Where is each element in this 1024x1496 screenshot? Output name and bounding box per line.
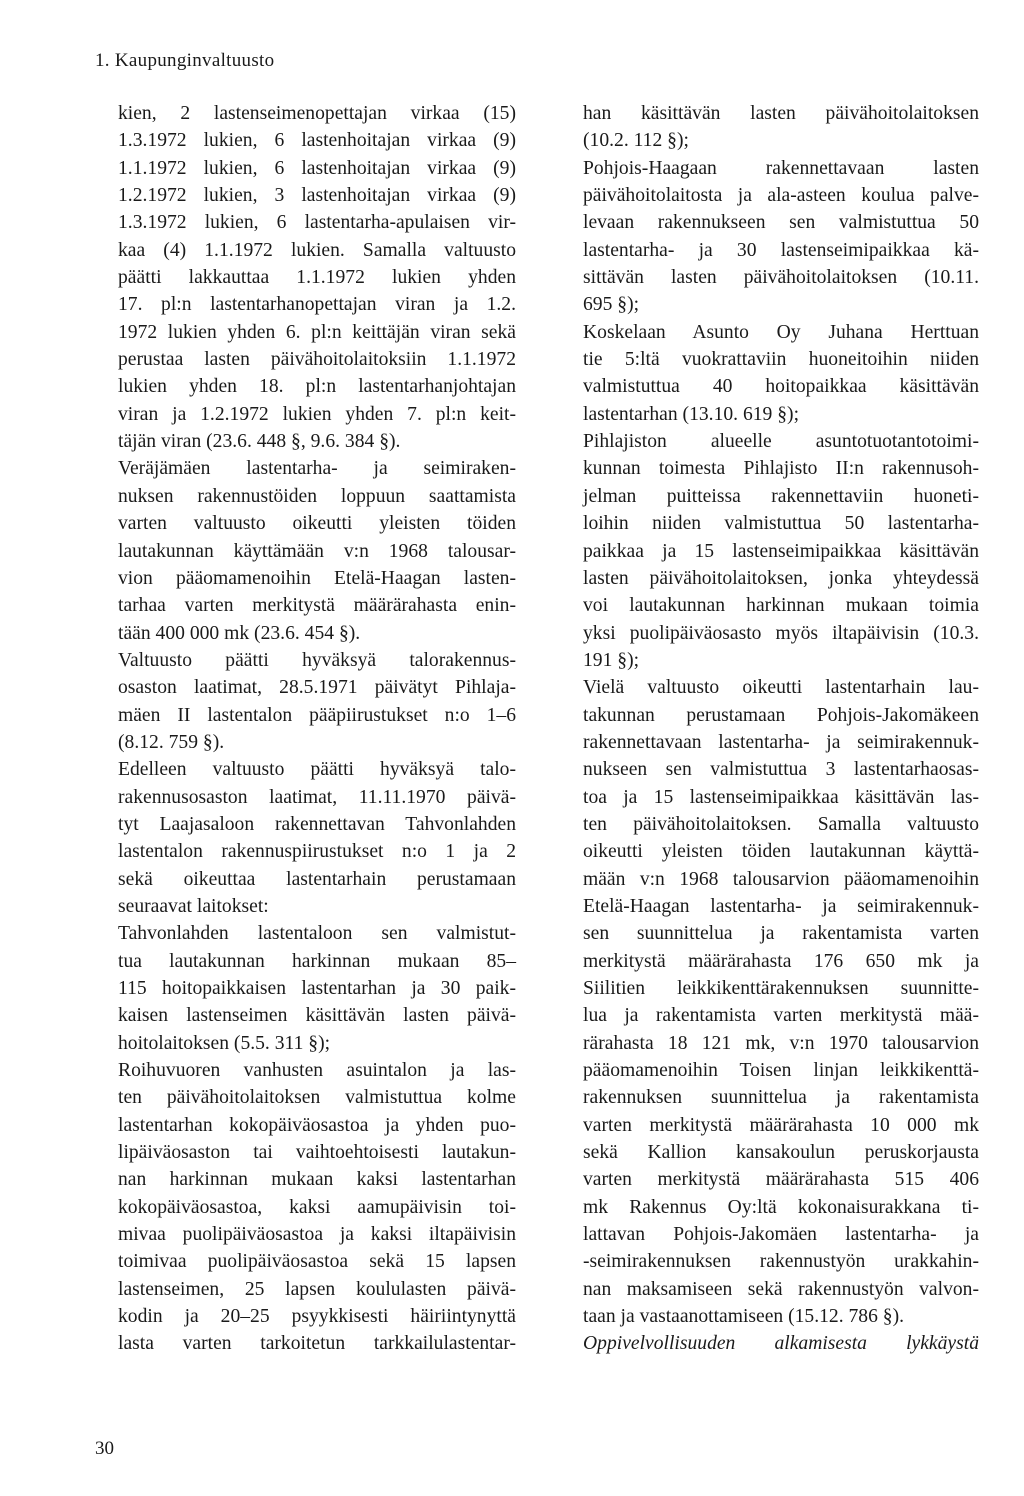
text-line: (8.12. 759 §). bbox=[118, 731, 225, 753]
text-line: päivähoitolaitosta ja ala-asteen koulua palve- bbox=[583, 185, 979, 207]
text-line: pääomamenoihin Toisen linjan leikkikenttä- bbox=[583, 1060, 979, 1082]
text-line: täjän viran (23.6. 448 §, 9.6. 384 §). bbox=[118, 431, 401, 453]
text-line: hoitolaitoksen (5.5. 311 §); bbox=[118, 1032, 331, 1054]
text-line: mk Rakennus Oy:ltä kokonaisurakkana ti- bbox=[583, 1196, 979, 1218]
text-line: merkitystä määrärahasta 176 650 mk ja bbox=[583, 950, 979, 972]
text-line: yksi puolipäiväosasto myös iltapäivisin (10.3. bbox=[583, 622, 979, 644]
text-line: lastenseimen, 25 lapsen koululasten päivä- bbox=[118, 1278, 516, 1300]
text-line: lipäiväosaston tai vaihtoehtoisesti lautakun- bbox=[118, 1142, 516, 1164]
text-line: 1.3.1972 lukien, 6 lastenhoitajan virkaa (9) bbox=[118, 130, 516, 152]
text-line: Valtuusto päätti hyväksyä talorakennus- bbox=[118, 649, 516, 671]
text-line: osaston laatimat, 28.5.1971 päivätyt Pihlaja- bbox=[118, 677, 516, 699]
text-line: -seimirakennuksen rakennustyön urakkahin- bbox=[583, 1251, 979, 1273]
text-line: kunnan toimesta Pihlajisto II:n rakennusoh- bbox=[583, 458, 979, 480]
right-paragraph bbox=[583, 100, 979, 155]
text-line: kaisen lastenseimen käsittävän lasten päivä- bbox=[118, 1005, 516, 1027]
text-line: rakennuksen suunnittelua ja rakentamista bbox=[583, 1087, 979, 1109]
text-line: 1.3.1972 lukien, 6 lastentarha-apulaisen vir- bbox=[118, 212, 516, 234]
text-line: 17. pl:n lastentarhanopettajan viran ja 1.2. bbox=[118, 294, 516, 316]
left-paragraph bbox=[118, 920, 516, 1057]
running-head: 1. Kaupunginvaltuusto bbox=[95, 50, 275, 71]
text-line: lastentarhan (13.10. 619 §); bbox=[583, 403, 800, 425]
left-paragraph bbox=[118, 100, 516, 455]
text-line: mivaa puolipäiväosastoa ja kaksi iltapäivisin bbox=[118, 1224, 516, 1246]
text-line: Koskelaan Asunto Oy Juhana Herttuan bbox=[583, 321, 979, 343]
text-line: 1.1.1972 lukien, 6 lastenhoitajan virkaa (9) bbox=[118, 157, 516, 179]
text-line: Etelä-Haagan lastentarha- ja seimirakennuk- bbox=[583, 895, 979, 917]
right-paragraph bbox=[583, 319, 979, 428]
text-line: Roihuvuoren vanhusten asuintalon ja las- bbox=[118, 1060, 516, 1082]
left-column bbox=[118, 100, 516, 1358]
text-line: 115 hoitopaikkaisen lastentarhan ja 30 paik- bbox=[118, 978, 516, 999]
right-column bbox=[583, 100, 979, 1358]
text-line: lasten päivähoitolaitoksen, jonka yhteydessä bbox=[583, 567, 979, 589]
text-line: voi lautakunnan harkinnan mukaan toimia bbox=[583, 595, 979, 617]
text-line: oikeutti yleisten töiden lautakunnan käyttä- bbox=[583, 841, 979, 863]
text-line: Pihlajiston alueelle asuntotuotantotoimi- bbox=[583, 431, 979, 453]
text-line: tään 400 000 mk (23.6. 454 §). bbox=[118, 622, 361, 644]
text-line: sekä oikeuttaa lastentarhain perustamaan bbox=[118, 868, 516, 890]
text-line: kokopäiväosastoa, kaksi aamupäivisin toi- bbox=[118, 1196, 516, 1218]
right-paragraph bbox=[583, 674, 979, 1330]
text-line: levaan rakennukseen sen valmistuttua 50 bbox=[583, 212, 979, 234]
text-line: rärahasta 18 121 mk, v:n 1970 talousarvion bbox=[583, 1032, 979, 1054]
text-line: rakennusosaston laatimat, 11.11.1970 päivä- bbox=[118, 786, 516, 808]
text-line: tie 5:ltä vuokrattaviin huoneitoihin niiden bbox=[583, 349, 979, 371]
text-line: mään v:n 1968 talousarvion pääomamenoihin bbox=[583, 868, 979, 890]
left-paragraph bbox=[118, 455, 516, 646]
text-line: takunnan perustamaan Pohjois-Jakomäkeen bbox=[583, 704, 979, 726]
text-line: vion pääomamenoihin Etelä-Haagan lasten- bbox=[118, 567, 516, 589]
text-line: 695 §); bbox=[583, 294, 640, 316]
right-paragraph bbox=[583, 428, 979, 674]
text-line: kien, 2 lastenseimenopettajan virkaa (15) bbox=[118, 103, 516, 124]
text-line: perustaa lasten päivähoitolaitoksiin 1.1.1972 bbox=[118, 349, 516, 371]
left-paragraph bbox=[118, 756, 516, 920]
section-heading: Oppivelvollisuuden alkamisesta lykkäystä bbox=[583, 1333, 979, 1355]
text-line: Vielä valtuusto oikeutti lastentarhain lau- bbox=[583, 677, 979, 699]
text-line: sen suunnittelua ja rakentamista varten bbox=[583, 923, 979, 945]
text-line: Tahvonlahden lastentaloon sen valmistut- bbox=[118, 923, 516, 945]
right-paragraph bbox=[583, 155, 979, 319]
text-line: varten valtuusto oikeutti yleisten töiden bbox=[118, 513, 516, 535]
text-line: viran ja 1.2.1972 lukien yhden 7. pl:n keit- bbox=[118, 403, 516, 425]
text-line: lukien yhden 18. pl:n lastentarhanjohtajan bbox=[118, 376, 516, 398]
left-paragraph bbox=[118, 647, 516, 756]
text-line: lasta varten tarkoitetun tarkkailulastentar- bbox=[118, 1333, 516, 1355]
text-line: 191 §); bbox=[583, 649, 640, 671]
text-line: jelman puitteissa rakennettaviin huoneti- bbox=[583, 485, 979, 507]
text-line: toimivaa puolipäiväosastoa sekä 15 lapsen bbox=[118, 1251, 516, 1273]
text-line: 1.2.1972 lukien, 3 lastenhoitajan virkaa (9) bbox=[118, 185, 516, 207]
text-line: nuksen rakennustöiden loppuun saattamista bbox=[118, 485, 516, 507]
text-line: toa ja 15 lastenseimipaikkaa käsittävän las- bbox=[583, 786, 979, 808]
text-line: Edelleen valtuusto päätti hyväksyä talo- bbox=[118, 759, 516, 781]
text-line: lastentarha- ja 30 lastenseimipaikkaa kä- bbox=[583, 239, 979, 261]
text-line: varten merkitystä määrärahasta 10 000 mk bbox=[583, 1114, 979, 1136]
text-line: lastentalon rakennuspiirustukset n:o 1 ja 2 bbox=[118, 841, 516, 863]
text-line: tyt Laajasaloon rakennettavan Tahvonlahden bbox=[118, 813, 516, 835]
text-line: rakennettavaan lastentarha- ja seimirakennuk- bbox=[583, 731, 979, 753]
text-line: sittävän lasten päivähoitolaitoksen (10.11. bbox=[583, 267, 979, 289]
text-line: tua lautakunnan harkinnan mukaan 85– bbox=[118, 950, 516, 972]
text-line: kodin ja 20–25 psyykkisesti häiriintynyttä bbox=[118, 1306, 516, 1328]
left-paragraph bbox=[118, 1057, 516, 1358]
text-line: lautakunnan käyttämään v:n 1968 talousar- bbox=[118, 540, 516, 562]
text-line: nukseen sen valmistuttua 3 lastentarhaosas- bbox=[583, 759, 979, 781]
text-line: tarhaa varten merkitystä määrärahasta enin- bbox=[118, 595, 516, 617]
text-line: ten päivähoitolaitoksen. Samalla valtuusto bbox=[583, 813, 979, 835]
text-line: kaa (4) 1.1.1972 lukien. Samalla valtuusto bbox=[118, 239, 516, 261]
text-line: loihin niiden valmistuttua 50 lastentarha- bbox=[583, 513, 979, 535]
text-line: Siilitien leikkikenttärakennuksen suunnitte- bbox=[583, 978, 979, 999]
text-line: Veräjämäen lastentarha- ja seimiraken- bbox=[118, 458, 516, 480]
text-line: nan maksamiseen sekä rakennustyön valvon- bbox=[583, 1278, 979, 1300]
text-line: valmistuttua 40 hoitopaikkaa käsittävän bbox=[583, 376, 979, 398]
text-line: varten merkitystä määrärahasta 515 406 bbox=[583, 1169, 979, 1191]
text-line: lastentarhan kokopäiväosastoa ja yhden puo- bbox=[118, 1114, 516, 1136]
page-number: 30 bbox=[95, 1438, 114, 1459]
text-line: paikkaa ja 15 lastenseimipaikkaa käsittävän bbox=[583, 540, 979, 562]
text-line: lattavan Pohjois-Jakomäen lastentarha- ja bbox=[583, 1224, 979, 1246]
text-line: 1972 lukien yhden 6. pl:n keittäjän viran sekä bbox=[118, 321, 516, 343]
text-line: Pohjois-Haagaan rakennettavaan lasten bbox=[583, 157, 979, 179]
text-line: (10.2. 112 §); bbox=[583, 130, 689, 152]
text-line: mäen II lastentalon pääpiirustukset n:o 1–6 bbox=[118, 704, 516, 726]
text-line: päätti lakkauttaa 1.1.1972 lukien yhden bbox=[118, 267, 516, 289]
text-line: lua ja rakentamista varten merkitystä mää- bbox=[583, 1005, 979, 1027]
text-line: nan harkinnan mukaan kaksi lastentarhan bbox=[118, 1169, 516, 1191]
text-line: han käsittävän lasten päivähoitolaitoksen bbox=[583, 103, 979, 124]
text-line: ten päivähoitolaitoksen valmistuttua kolme bbox=[118, 1087, 516, 1109]
text-line: sekä Kallion kansakoulun peruskorjausta bbox=[583, 1142, 979, 1164]
text-line: seuraavat laitokset: bbox=[118, 895, 269, 917]
text-line: taan ja vastaanottamiseen (15.12. 786 §). bbox=[583, 1306, 905, 1328]
